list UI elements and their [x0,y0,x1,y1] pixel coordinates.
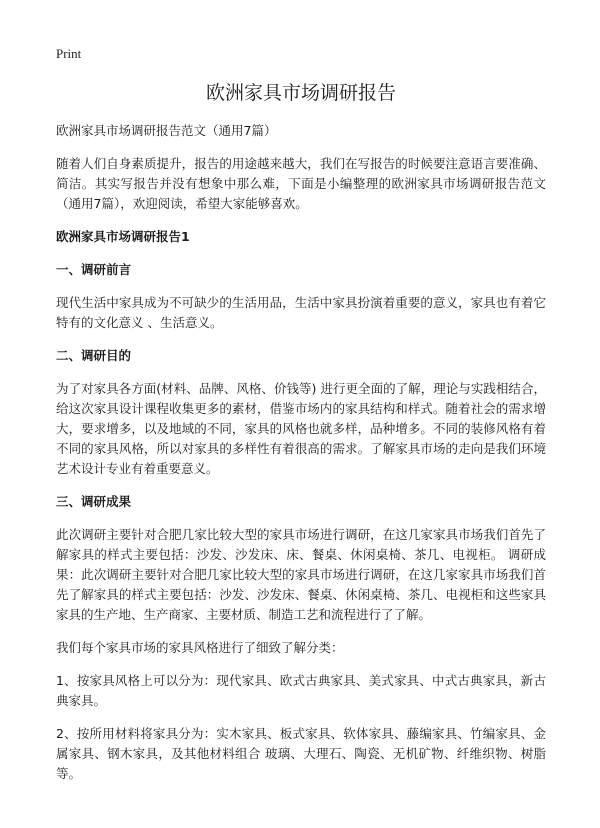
intro-paragraph: 随着人们自身素质提升，报告的用途越来越大，我们在写报告的时候要注意语言要准确、简洁。其实写报告并没有想象中那么难，下面是小编整理的欧洲家具市场调研报告范文（通用7篇），欢迎阅读，希望大家能够喜欢。 [56,156,546,211]
section-paragraph: 现代生活中家具成为不可缺少的生活用品，生活中家具扮演着重要的意义，家具也有着它特有的文化意义 、生活意义。 [56,295,546,330]
section-heading-results: 三、调研成果 [56,494,132,509]
document-subtitle: 欧洲家具市场调研报告范文（通用7篇） [56,123,277,138]
page-title: 欧洲家具市场调研报告 [205,82,396,104]
document-body [56,80,546,797]
print-link[interactable]: Print [56,46,82,61]
section-paragraph: 此次调研主要针对合肥几家比较大型的家具市场进行调研，在这几家家具市场我们首先了解家具的样式主要包括：沙发、沙发床、床、餐桌、休闲桌椅、茶几、电视柜。 调研成果：此次调研主要针对合肥几家比较大型的家具市场进行调研，在这几家家具市场我们首先了解家具的样式主要包括：沙发、沙发床、餐桌、休闲桌椅、茶几、电视柜和这些家具家具的生产地、生产商家、主要材质、制造工艺和流程进行了了解。 [56,527,546,622]
section-paragraph: 我们每个家具市场的家具风格进行了细致了解分类： [56,640,344,655]
section-heading-purpose: 二、调研目的 [56,348,132,363]
list-item-style: 1、按家具风格上可以分为：现代家具、欧式古典家具、美式家具、中式古典家具，新古典家具。 [56,673,546,708]
section-heading-preface: 一、调研前言 [56,262,132,277]
list-item-material: 2、按所用材料将家具分为：实木家具、板式家具、软体家具、藤编家具、竹编家具、金属家具、钢木家具，及其他材料组合 玻璃、大理石、陶瓷、无机矿物、纤维织物、树脂等。 [56,726,546,781]
report-heading: 欧洲家具市场调研报告1 [56,229,190,244]
section-paragraph: 为了对家具各方面(材料、品牌、风格、价钱等) 进行更全面的了解，理论与实践相结合，给这次家具设计课程收集更多的素材，借鉴市场内的家具结构和样式。随着社会的需求增大，要求增多，以及地域的不同，家具的风格也就多样，品种增多。不同的装修风格有着不同的家具风格，所以对家具的多样性有着很高的需求。了解家具市场的走向是我们环境艺术设计专业有着重要意义。 [56,381,546,476]
